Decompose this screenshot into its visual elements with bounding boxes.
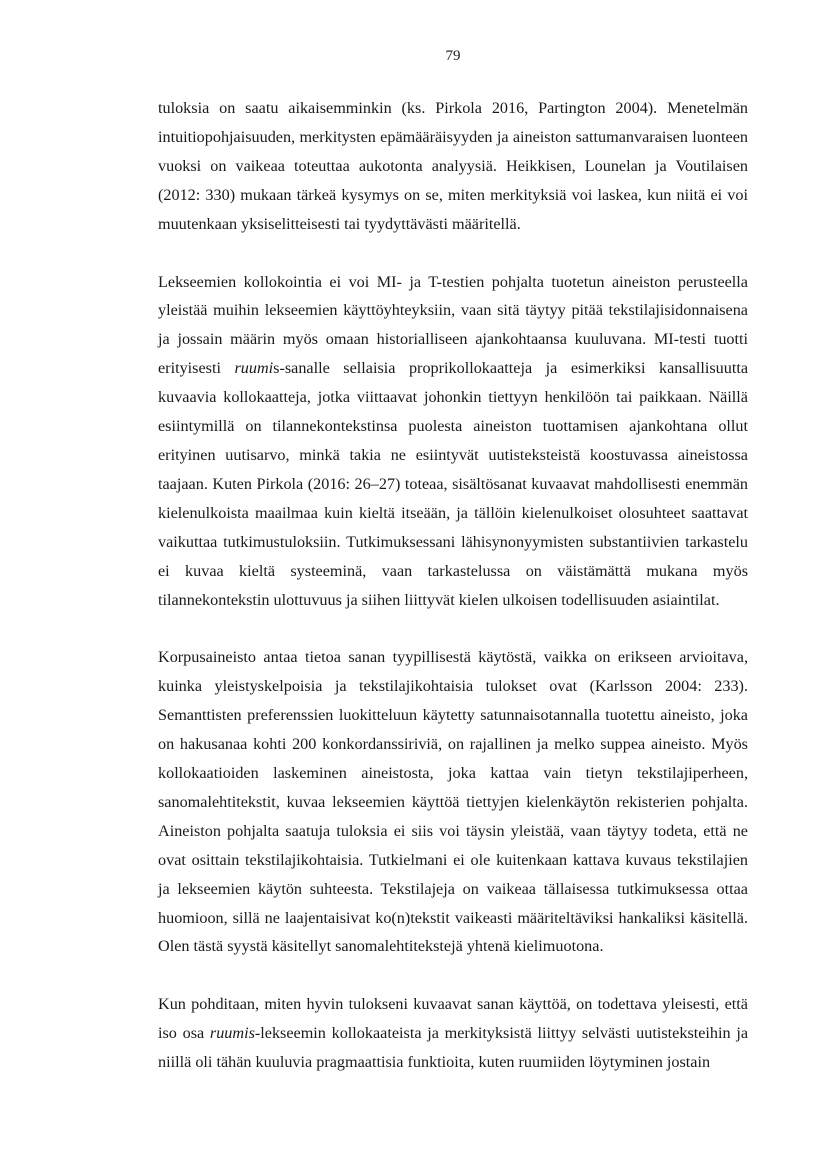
paragraph-text: Korpusaineisto antaa tietoa sanan tyypillisestä käytöstä, vaikka on erikseen arvioitava, kuinka yleistyskelpoisia ja tekstilajikohtaisia tulokset ovat (Karlsson 2004: 233). Semanttisten preferenssien luokitteluun käytetty satunnaisotannalla tuotettu aineisto, joka on hakusanaa kohti 200 konkordanssiriviä, on rajallinen ja melko suppea aineisto. Myös kollokaatioiden laskeminen aineistosta, joka kattaa vain tietyn tekstilajiperheen, sanomalehtitekstit, kuvaa lekseemien käyttöä tiettyjen kielenkäytön rekisterien pohjalta. Aineiston pohjalta saatuja tuloksia ei siis voi täysin yleistää, vaan täytyy todeta, että ne ovat osittain tekstilajikohtaisia. Tutkielmani ei ole kuitenkaan kattava kuvaus tekstilajien ja lekseemien käytön suhteesta. Tekstilajeja on vaikeaa tällaisessa tutkimuksessa ottaa huomioon, sillä ne laajentaisivat ko(n)tekstit vaikeasti määriteltäviksi hankaliksi käsitellä. Olen tästä syystä käsitellyt sanomalehtitekstejä yhtenä kielimuotona. <box>158 648 748 956</box>
paragraph-2 <box>158 268 748 615</box>
paragraph-text: s-sanalle sellaisia proprikollokaatteja ja esimerkiksi kansallisuutta kuvaavia kollokaatteja, jotka viittaavat johonkin tiettyyn henkilöön tai paikkaan. Näillä esiintymillä on tilannekontekstinsa puolesta aineiston tuottamisen ajankohtana ollut erityinen uutisarvo, minkä takia ne esiintyvät uutisteksteistä koostuvassa aineistossa taajaan. Kuten Pirkola (2016: 26–27) toteaa, sisältösanat kuvaavat mahdollisesti enemmän kielenulkoista maailmaa kuin kieltä itseään, ja tällöin kielenulkoiset olosuhteet saattavat vaikuttaa tutkimustuloksiin. Tutkimuksessani lähisynonyymisten substantiivien tarkastelu ei kuvaa kieltä systeeminä, vaan tarkastelussa on väistämättä mukana myös tilannekontekstin ulottuvuus ja siihen liittyvät kielen ulkoisen todellisuuden asiaintilat. <box>158 359 748 609</box>
document-body <box>158 94 748 1077</box>
paragraph-text: -lekseemin kollokaateista ja merkityksistä liittyy selvästi uutisteksteihin ja niillä oli tähän kuuluvia pragmaattisia funktioita, kuten ruumiiden löytyminen jostain <box>158 1024 749 1072</box>
italic-term: ruumi <box>234 359 274 378</box>
paragraph-text: Lekseemien kollokointia ei voi MI- ja T-testien pohjalta tuotetun aineiston perusteella yleistää muihin lekseemien käyttöyhteyksiin, vaan sitä täytyy pitää tekstilajisidonnaisena ja jossain määrin myös omaan historialliseen ajankohtaansa kuuluvana. MI-testi tuotti erityisesti <box>158 272 748 378</box>
paragraph-text: Kun pohditaan, miten hyvin tulokseni kuvaavat sanan käyttöä, on todettava yleisesti, että iso osa <box>158 995 748 1043</box>
page-number: 79 <box>445 48 461 64</box>
paragraph-text: tuloksia on saatu aikaisemminkin (ks. Pirkola 2016, Partington 2004). Menetelmän intuitiopohjaisuuden, merkitysten epämääräisyyden ja aineiston sattumanvaraisen luonteen vuoksi on vaikeaa toteuttaa aukotonta analyysiä. Heikkisen, Lounelan ja Voutilaisen (2012: 330) mukaan tärkeä kysymys on se, miten merkityksiä voi laskea, kun niitä ei voi muutenkaan yksiselitteisesti tai tyydyttävästi määritellä. <box>158 99 748 233</box>
paragraph-3 <box>158 643 748 961</box>
paragraph-4 <box>158 990 748 1077</box>
paragraph-1 <box>158 94 748 239</box>
italic-term: ruumis <box>209 1024 255 1043</box>
